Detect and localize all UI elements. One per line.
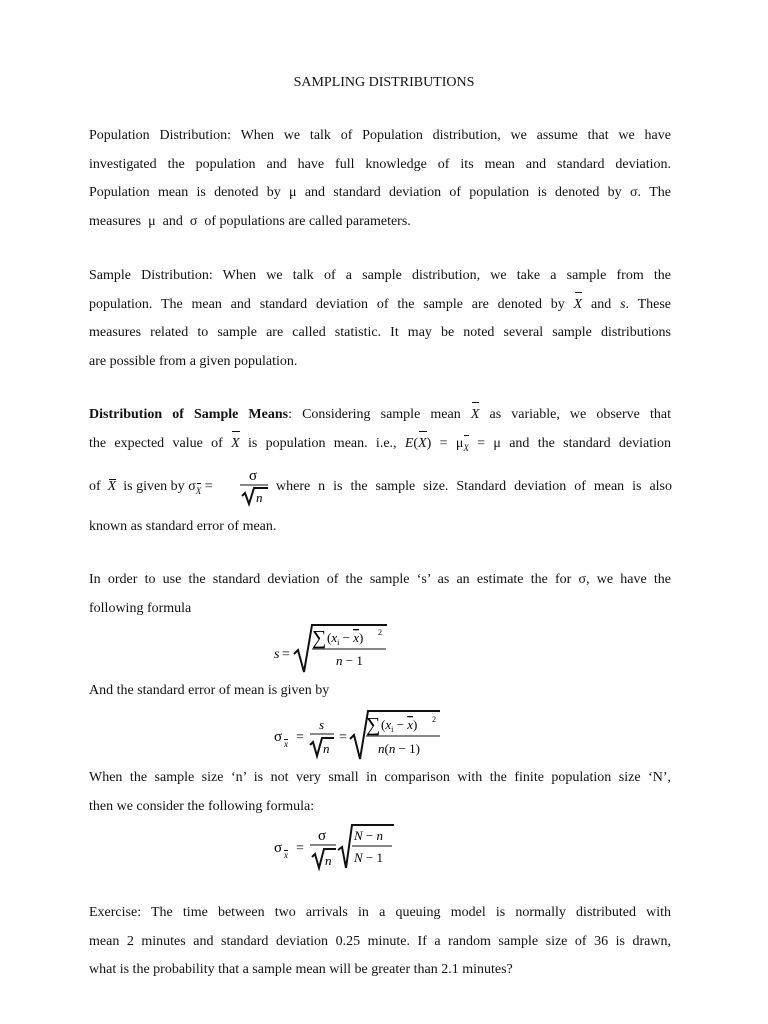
text-line: investigated the population and have full knowledge of its mean and standard deviation.: [89, 156, 671, 172]
svg-text:2: 2: [432, 715, 436, 724]
section-heading: Distribution of Sample Means: [89, 407, 289, 422]
text-line: Population mean is denoted by μ and standard deviation of population is denoted by σ. The: [89, 185, 672, 200]
svg-text:(xi − x): $(x_i - x)$: [381, 717, 418, 734]
sigma-over-root-n-formula: [240, 466, 270, 506]
svg-text:σ: σ: [274, 729, 283, 745]
text-line-with-formula: of X is given by $\sigma_X$ =: [89, 478, 671, 496]
svg-text:n(n − 1): n(n − 1): [378, 741, 421, 756]
svg-text:x: x: [284, 850, 288, 860]
svg-text:(xi − x): $(x_i - x)$: [327, 630, 364, 647]
svg-text:N − n: N − n: [354, 828, 384, 843]
page-title: SAMPLING DISTRIBUTIONS: [293, 75, 475, 90]
sample-distribution-paragraph: [89, 262, 671, 376]
exercise-paragraph: [89, 899, 671, 985]
svg-text:n: n: [325, 853, 332, 868]
text-line: where n is the sample size. Standard deviation of mean is also: [276, 479, 672, 494]
svg-text:∑: ∑: [312, 627, 327, 649]
svg-text:N − 1: N − 1: [354, 850, 384, 865]
svg-text:n: n: [256, 490, 263, 505]
text-line: following formula: [89, 600, 192, 616]
text-line: known as standard error of mean.: [89, 519, 277, 534]
svg-text:s: s: [274, 647, 280, 662]
text-line: measures μ and σ of populations are called parameters.: [89, 213, 411, 229]
finite-population-paragraph: [89, 764, 671, 821]
text-line: measures related to sample are called statistic. It may be noted several sample distributions: [89, 325, 671, 340]
svg-text:=: =: [296, 841, 304, 856]
text-line: Sample Distribution: When we talk of a sample distribution, we take a sample from the: [89, 268, 671, 283]
text-line: And the standard error of mean is given by: [89, 683, 330, 698]
sample-sd-formula: [272, 622, 392, 674]
text-line: then we consider the following formula:: [89, 798, 315, 814]
text-line: In order to use the standard deviation of the sample ‘s’ as an estimate the for σ, we have the: [89, 572, 672, 587]
svg-text:=: =: [296, 730, 304, 745]
standard-error-formula: [272, 707, 444, 761]
text-line: Distribution of Sample Means: Considering sample mean X as variable, we observe that: [89, 401, 671, 430]
svg-text:=: =: [339, 730, 347, 745]
text-line: population. The mean and standard deviation of the sample are denoted by X and s. These: [89, 291, 671, 320]
svg-text:∑: ∑: [366, 714, 381, 736]
finite-correction-formula: [272, 822, 400, 872]
text-line: mean 2 minutes and standard deviation 0.25 minute. If a random sample size of 36 is drawn,: [89, 933, 671, 949]
svg-text:=: =: [282, 647, 290, 662]
svg-text:σ: σ: [274, 840, 283, 856]
sample-sd-paragraph: [89, 566, 671, 623]
svg-text:σ: σ: [249, 468, 258, 484]
svg-text:n − 1: n − 1: [336, 653, 363, 668]
text-line: the expected value of X is population mean. i.e., $E(X) = \mu_X = \mu$ and the standard deviation: [89, 430, 671, 459]
svg-text:σ: σ: [318, 828, 327, 844]
svg-text:n: n: [323, 741, 330, 756]
svg-text:x: x: [284, 739, 288, 749]
sample-means-paragraph: [89, 401, 671, 458]
text-line: When the sample size ‘n’ is not very small in comparison with the finite population size ‘N’,: [89, 770, 671, 785]
svg-text:2: 2: [378, 628, 382, 637]
text-line: what is the probability that a sample mean will be greater than 2.1 minutes?: [89, 962, 513, 977]
text-line: Exercise: The time between two arrivals in a queuing model is normally distributed with: [89, 905, 671, 920]
population-distribution-paragraph: [89, 122, 671, 236]
text-line: Population Distribution: When we talk of Population distribution, we assume that we have: [89, 128, 671, 143]
svg-text:s: s: [319, 717, 325, 732]
text-line: are possible from a given population.: [89, 353, 298, 369]
